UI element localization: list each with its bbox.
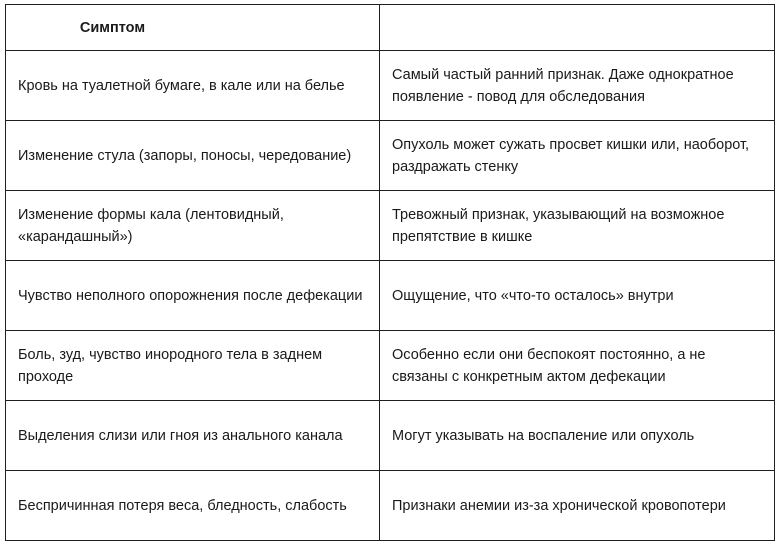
header-symptom: Симптом	[6, 5, 380, 51]
table-row	[6, 121, 775, 191]
symptom-table	[5, 4, 775, 541]
description-cell: Тревожный признак, указывающий на возможное препятствие в кишке	[380, 191, 775, 261]
table-row	[6, 191, 775, 261]
description-cell: Могут указывать на воспаление или опухоль	[380, 401, 775, 471]
description-cell: Особенно если они беспокоят постоянно, а не связаны с конкретным актом дефекации	[380, 331, 775, 401]
table-header	[6, 5, 775, 51]
table-row	[6, 401, 775, 471]
symptom-cell: Изменение стула (запоры, поносы, чередование)	[6, 121, 380, 191]
symptom-cell: Боль, зуд, чувство инородного тела в заднем проходе	[6, 331, 380, 401]
symptom-cell: Выделения слизи или гноя из анального канала	[6, 401, 380, 471]
table-row	[6, 331, 775, 401]
description-cell: Опухоль может сужать просвет кишки или, наоборот, раздражать стенку	[380, 121, 775, 191]
symptom-cell: Изменение формы кала (лентовидный, «карандашный»)	[6, 191, 380, 261]
symptom-cell: Беспричинная потеря веса, бледность, слабость	[6, 471, 380, 541]
table-body	[6, 51, 775, 541]
symptom-cell: Кровь на туалетной бумаге, в кале или на белье	[6, 51, 380, 121]
symptom-cell: Чувство неполного опорожнения после дефекации	[6, 261, 380, 331]
table-row	[6, 261, 775, 331]
description-cell: Признаки анемии из-за хронической кровопотери	[380, 471, 775, 541]
description-cell: Ощущение, что «что-то осталось» внутри	[380, 261, 775, 331]
header-row	[6, 5, 775, 51]
table-row	[6, 51, 775, 121]
header-description	[380, 5, 775, 51]
table-row	[6, 471, 775, 541]
description-cell: Самый частый ранний признак. Даже однократное появление - повод для обследования	[380, 51, 775, 121]
